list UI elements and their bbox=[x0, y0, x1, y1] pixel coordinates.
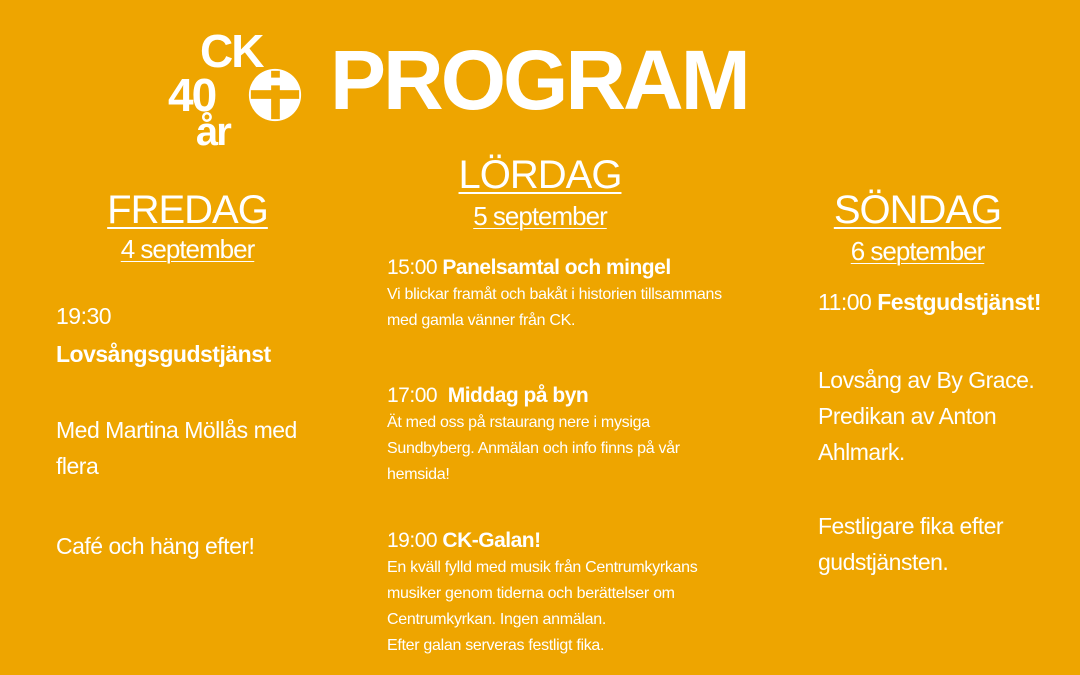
lordag-event-1 bbox=[387, 254, 732, 334]
fredag-event: Lovsångsgudstjänst bbox=[56, 341, 271, 367]
ck-40-logo bbox=[168, 25, 308, 156]
lordag-event-1-header bbox=[387, 254, 732, 282]
date-lordag: 5 september bbox=[473, 201, 607, 231]
fredag-desc: Med Martina Möllås med flera bbox=[56, 417, 297, 479]
lordag-event-3 bbox=[387, 527, 732, 659]
event-name: Middag på byn bbox=[447, 384, 589, 407]
event-time: 19:00 bbox=[387, 529, 438, 552]
event-desc: Vi blickar framåt och bakåt i historien tillsammans med gamla vänner från CK. bbox=[387, 286, 722, 329]
event-desc: Ät med oss på rstaurang nere i mysiga Sundbyberg. Anmälan och info finns på vår hemsida! bbox=[387, 414, 680, 483]
day-heading-fredag: FREDAG bbox=[107, 188, 268, 232]
event-name: CK-Galan! bbox=[442, 529, 541, 552]
fredag-time: 19:30 bbox=[56, 303, 112, 329]
day-heading-sondag: SÖNDAG bbox=[833, 188, 1002, 232]
page-title: PROGRAM bbox=[330, 33, 748, 127]
sondag-desc: Lovsång av By Grace. Predikan av Anton Ahlmark. bbox=[818, 367, 1035, 465]
date-fredag: 4 september bbox=[120, 234, 255, 264]
day-heading-lordag: LÖRDAG bbox=[458, 153, 622, 197]
event-name: Panelsamtal och mingel bbox=[442, 256, 671, 279]
event-desc: En kväll fylld med musik från Centrumkyrkans musiker genom tiderna och berättelser om Centrumkyrkan. Ingen anmälan. bbox=[387, 559, 698, 628]
sondag-time: 11:00 bbox=[818, 289, 872, 315]
lordag-event-2-header bbox=[387, 382, 732, 410]
event-desc-extra: Efter galan serveras festligt fika. bbox=[387, 637, 605, 654]
sondag-event-line bbox=[818, 284, 1073, 320]
logo-ck-text: CK bbox=[200, 25, 263, 77]
lordag-event-3-header bbox=[387, 527, 732, 555]
cross-circle-icon bbox=[246, 66, 304, 124]
sondag-extra: Festligare fika efter gudstjänsten. bbox=[818, 513, 1004, 575]
event-time: 15:00 bbox=[387, 256, 438, 279]
lordag-event-2 bbox=[387, 382, 732, 488]
fredag-extra: Café och häng efter! bbox=[56, 533, 255, 559]
sondag-event: Festgudstjänst! bbox=[877, 289, 1041, 315]
logo-ar-text: år bbox=[196, 110, 230, 154]
date-sondag: 6 september bbox=[850, 236, 985, 266]
event-time: 17:00 bbox=[387, 384, 438, 407]
logo-40-text: 40 bbox=[168, 69, 216, 121]
